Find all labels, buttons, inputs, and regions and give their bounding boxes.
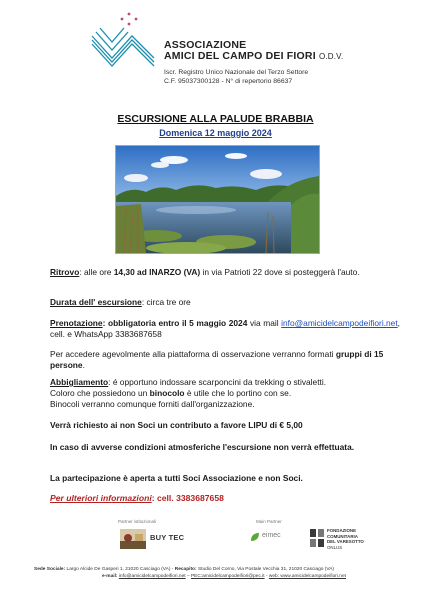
fondazione-line3: DEL VARESOTTO: [327, 539, 364, 544]
fondazione-logo: [310, 527, 390, 551]
gruppi-text: Per accedere agevolmente alla piattaforma di osservazione verranno formati: [50, 349, 336, 359]
abbigliamento-line1: [50, 377, 400, 388]
org-registration: [164, 68, 308, 86]
footer-line2: e-mail: info@amicidelcampodeifiori.net – PEC:amicidelcampodeifiori@pec.it - web: www.amicidelcampodeifiori.net: [102, 573, 346, 579]
fondazione-line4: ONLUS: [327, 544, 343, 550]
fondazione-emblem-icon: [310, 529, 324, 547]
contributo-paragraph: Verrà richiesto ai non Soci un contributo a favore LIPU di € 5,00: [50, 420, 303, 430]
partecipazione-paragraph: La partecipazione è aperta a tutti Soci Associazione e non Soci.: [50, 473, 303, 483]
main-partner-label: Main Partner: [256, 519, 282, 524]
abbigliamento-text-c: è utile che lo portino con se.: [184, 387, 292, 398]
durata-label: Durata dell' escursione: [50, 297, 142, 307]
avverse-paragraph: In caso di avverse condizioni atmosferiche l'escursione non verrà effettuata.: [50, 442, 355, 452]
fondazione-line1: FONDAZIONE: [327, 528, 357, 533]
abbigliamento-label: Abbigliamento: [50, 377, 109, 387]
abbigliamento-line3: Binocoli verranno comunque forniti dall'organizzazione.: [50, 398, 255, 409]
org-name: [164, 40, 343, 62]
info-label: Per ulteriori informazioni: [50, 493, 152, 503]
footer-email-link[interactable]: info@amicidelcampodeifiori.net: [118, 573, 186, 579]
gruppi-paragraph: [50, 349, 400, 371]
eimec-leaf-icon: [250, 532, 260, 542]
eimec-logo: [250, 531, 294, 545]
ritrovo-paragraph: [50, 267, 400, 278]
gruppi-size: gruppi di 15 persone: [50, 349, 384, 370]
marsh-photo: [115, 145, 320, 254]
abbigliamento-paragraph: [50, 377, 400, 410]
gruppi-end: .: [82, 359, 85, 370]
email-link[interactable]: info@amicidelcampodeifiori.net: [281, 318, 398, 328]
recapito-label: Recapito:: [174, 567, 197, 572]
sede-label: Sede Sociale:: [34, 567, 66, 572]
registry-line: Iscr. Registro Unico Nazionale del Terzo Settore: [164, 69, 309, 76]
prenotazione-paragraph: [50, 318, 400, 340]
prenotazione-deadline: : obbligatoria entro il 5 maggio 2024: [102, 318, 248, 328]
prenotazione-label: Prenotazione: [50, 318, 103, 328]
org-name-line1: ASSOCIAZIONE: [164, 39, 247, 51]
abbigliamento-text-a: : é opportuno indossare scarponcini da trekking o stivaletti.: [108, 377, 327, 387]
footer-line1: Sede Sociale: Largo Alcide De Gasperi 1, 21020 Casciago (VA) - Recapito: Studio Del Corno, Via Postale Vecchia 31, 21020 Casciago (VA): [34, 567, 335, 572]
binocolo-word: binocolo: [149, 387, 185, 398]
ritrovo-text-a: : alle ore: [79, 267, 114, 277]
org-name-main: AMICI DEL CAMPO DEI FIORI: [164, 50, 316, 63]
association-logo: [88, 10, 158, 72]
buytec-logo: BUY TEC: [150, 533, 185, 542]
footer-pec-link[interactable]: PEC:amicidelcampodeifiori@pec.it: [190, 573, 265, 579]
durata-paragraph: [50, 297, 400, 308]
info-paragraph: [50, 493, 400, 504]
recapito-text: Studio Del Corno, Via Postale Vecchia 31, 21020 Casciago (VA): [197, 567, 335, 572]
prenotazione-text-b: , cell. e WhatsApp 3383687658: [50, 318, 400, 339]
footer-web-link[interactable]: web: www.amicidelcampodeifiori.net: [268, 573, 346, 579]
ritrovo-label: Ritrovo: [50, 267, 80, 277]
event-date: Domenica 12 maggio 2024: [159, 128, 272, 138]
abbigliamento-line2: [50, 388, 400, 399]
org-suffix: O.D.V.: [318, 52, 344, 62]
prenotazione-text-a: via mail: [247, 318, 282, 328]
abbigliamento-text-b: Coloro che possiedono un: [50, 387, 150, 398]
eimec-wordmark: eimec: [262, 532, 281, 539]
partner-istituzionali-label: Partner istituzionali: [118, 519, 157, 524]
org-name-line2: [164, 51, 343, 62]
event-title: ESCURSIONE ALLA PALUDE BRABBIA: [117, 113, 314, 125]
footer-email-label: e-mail:: [102, 573, 118, 579]
fondazione-line2: COMUNITARIA: [327, 533, 358, 539]
durata-text: : circa tre ore: [141, 297, 191, 307]
fiscal-code-line: C.F. 95037300128 - N° di repertorio 86637: [164, 78, 293, 86]
partner-thumbnail-logo: [120, 529, 146, 549]
info-phone: : cell. 3383687658: [151, 493, 224, 503]
ritrovo-time-place: 14,30 ad INARZO (VA): [113, 267, 201, 277]
ritrovo-text-b: in via Patrioti 22 dove si posteggerà l'auto.: [200, 267, 360, 277]
footer: [34, 567, 414, 581]
sede-text: Largo Alcide De Gasperi 1, 21020 Casciago (VA): [66, 567, 171, 572]
